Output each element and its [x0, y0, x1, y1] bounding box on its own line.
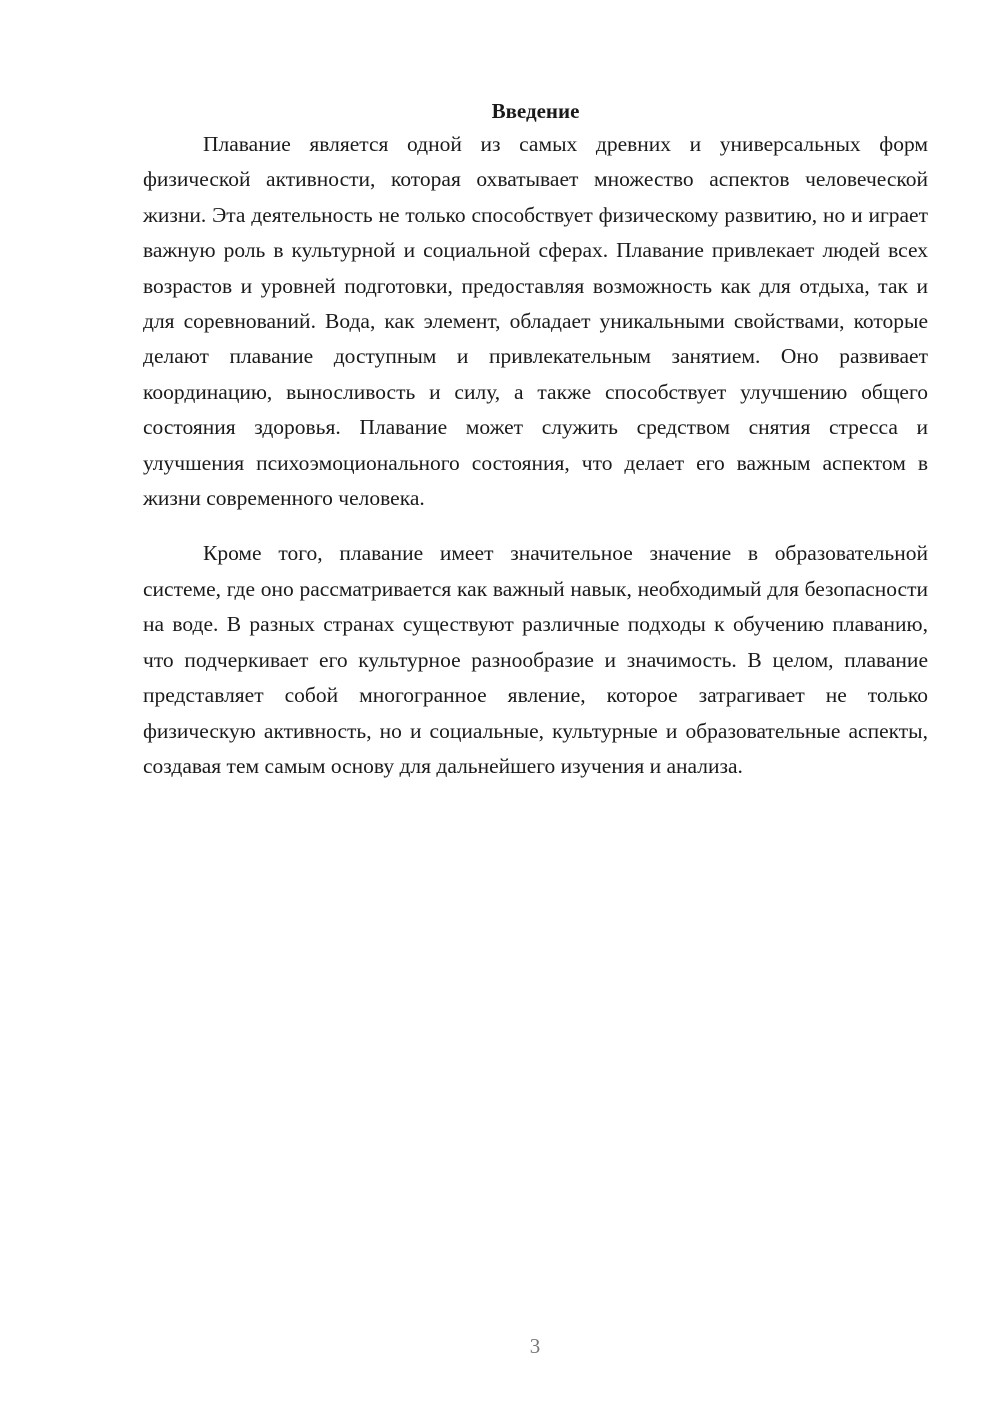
page-number: 3 — [529, 1334, 541, 1358]
page-content — [143, 95, 928, 784]
section-heading: Введение — [491, 99, 580, 123]
paragraph-2: Кроме того, плавание имеет значительное значение в образовательной системе, где оно рассматривается как важный навык, необходимый для безопасности на воде. В разных странах существуют различные подходы к обучению плаванию, что подчеркивает его культурное разнообразие и значимость. В целом, плавание представляет собой многогранное явление, которое затрагивает не только физическую активность, но и социальные, культурные и образовательные аспекты, создавая тем самым основу для дальнейшего изучения и анализа. — [143, 541, 928, 778]
paragraph-1: Плавание является одной из самых древних и универсальных форм физической активности, которая охватывает множество аспектов человеческой жизни. Эта деятельность не только способствует физическому развитию, но и играет важную роль в культурной и социальной сферах. Плавание привлекает людей всех возрастов и уровней подготовки, предоставляя возможность как для отдыха, так и для соревнований. Вода, как элемент, обладает уникальными свойствами, которые делают плавание доступным и привлекательным занятием. Оно развивает координацию, выносливость и силу, а также способствует улучшению общего состояния здоровья. Плавание может служить средством снятия стресса и улучшения психоэмоционального состояния, что делает его важным аспектом в жизни современного человека. — [143, 132, 928, 511]
